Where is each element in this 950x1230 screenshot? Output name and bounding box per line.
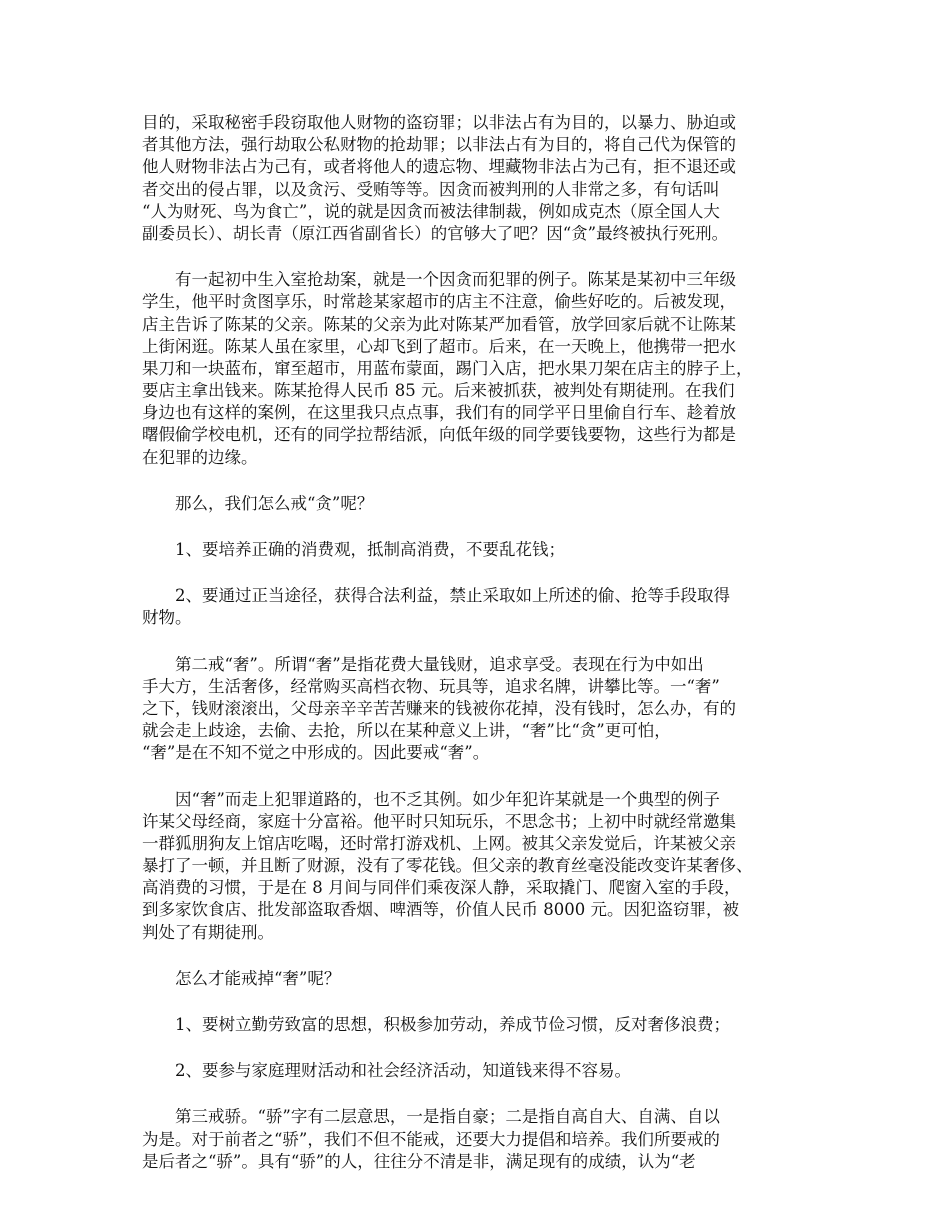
paragraph: [142, 968, 832, 990]
text-line: 暴打了一顿，并且断了财源，没有了零花钱。但父亲的教育丝毫没能改变许某奢侈、: [142, 856, 753, 876]
text-line: 就会走上歧途，去偷、去抢，所以在某种意义上讲，“奢”比“贪”更可怕，: [142, 721, 671, 741]
text-line: “人为财死、鸟为食亡”，说的就是因贪而被法律制裁，例如成克杰（原全国人大: [142, 201, 720, 221]
text-line: 学生，他平时贪图享乐，时常趁某家超市的店主不注意，偷些好吃的。后被发现，: [142, 292, 736, 312]
text-line: 财物。: [142, 608, 192, 628]
text-line: 有一起初中生入室抢劫案，就是一个因贪而犯罪的例子。陈某是某初中三年级: [175, 270, 736, 290]
text-line: 1、要树立勤劳致富的思想，积极参加劳动，养成节俭习惯，反对奢侈浪费；: [175, 1015, 730, 1034]
paragraph: [142, 1106, 832, 1173]
paragraph: [142, 1014, 832, 1036]
text-line: 店主告诉了陈某的父亲。陈某的父亲为此对陈某严加看管，放学回家后就不让陈某: [142, 314, 736, 334]
text-line: 者其他方法，强行劫取公私财物的抢劫罪；以非法占有为目的，将自己代为保管的: [142, 135, 736, 155]
text-line: 许某父母经商，家庭十分富裕。他平时只知玩乐，不思念书；上初中时就经常邀集: [142, 811, 736, 831]
text-line: “奢”是在不知不觉之中形成的。因此要戒“奢”。: [142, 743, 490, 763]
text-line: 高消费的习惯，于是在 8 月间与同伴们乘夜深人静，采取撬门、爬窗入室的手段，: [142, 878, 741, 898]
text-line: 曙假偷学校电机，还有的同学拉帮结派，向低年级的同学要钱要物，这些行为都是: [142, 425, 736, 445]
paragraph: [142, 539, 832, 561]
paragraph: [142, 654, 832, 765]
text-line: 因“奢”而走上犯罪道路的，也不乏其例。如少年犯许某就是一个典型的例子: [175, 789, 720, 809]
text-line: 上街闲逛。陈某人虽在家里，心却飞到了超市。后来，在一天晚上，他携带一把水: [142, 336, 736, 356]
text-line: 2、要通过正当途径，获得合法利益，禁止采取如上所述的偷、抢等手段取得: [175, 586, 730, 606]
paragraph: [142, 493, 832, 515]
text-line: 判处了有期徒刑。: [142, 922, 274, 942]
text-line: 要店主拿出钱来。陈某抢得人民币 85 元。后来被抓获，被判处有期徒刑。在我们: [142, 381, 735, 401]
text-line: 到多家饮食店、批发部盗取香烟、啤酒等，价值人民币 8000 元。因犯盗窃罪，被: [142, 900, 739, 920]
text-line: 为是。对于前者之“骄”，我们不但不能戒，还要大力提倡和培养。我们所要戒的: [142, 1129, 720, 1149]
text-line: 那么，我们怎么戒“贪”呢？: [175, 493, 374, 513]
paragraph: [142, 269, 832, 469]
document-body: [142, 112, 832, 1173]
text-line: 果刀和一块蓝布，窜至超市，用蓝布蒙面，踢门入店，把水果刀架在店主的脖子上，: [142, 358, 753, 378]
paragraph: [142, 112, 832, 245]
text-line: 2、要参与家庭理财活动和社会经济活动，知道钱来得不容易。: [175, 1061, 631, 1081]
text-line: 之下，钱财滚滚出，父母亲辛辛苦苦赚来的钱被你花掉，没有钱时，怎么办，有的: [142, 698, 736, 718]
text-line: 目的，采取秘密手段窃取他人财物的盗窃罪；以非法占有为目的，以暴力、胁迫或: [142, 113, 736, 132]
text-line: 第二戒“奢”。所谓“奢”是指花费大量钱财，追求享受。表现在行为中如出: [175, 654, 704, 674]
text-line: 他人财物非法占为己有，或者将他人的遗忘物、埋藏物非法占为己有，拒不退还或: [142, 157, 736, 177]
text-line: 副委员长）、胡长青（原江西省副省长）的官够大了吧？因“贪”最终被执行死刑。: [142, 223, 729, 243]
paragraph: [142, 585, 832, 629]
text-line: 身边也有这样的案例，在这里我只点点事，我们有的同学平日里偷自行车、趁着放: [142, 403, 736, 423]
text-line: 者交出的侵占罪，以及贪污、受贿等等。因贪而被判刑的人非常之多，有句话叫: [142, 179, 720, 199]
text-line: 是后者之“骄”。具有“骄”的人，往往分不清是非，满足现有的成绩，认为“老: [142, 1151, 696, 1171]
text-line: 1、要培养正确的消费观，抵制高消费，不要乱花钱；: [175, 540, 565, 559]
document-page: [142, 112, 832, 1197]
text-line: 第三戒骄。“骄”字有二层意思，一是指自豪；二是指自高自大、自满、自以: [175, 1107, 720, 1127]
text-line: 在犯罪的边缘。: [142, 447, 258, 467]
text-line: 怎么才能戒掉“奢”呢？: [175, 968, 341, 988]
paragraph: [142, 789, 832, 944]
text-line: 手大方，生活奢侈，经常购买高档衣物、玩具等，追求名牌，讲攀比等。一“奢”: [142, 676, 720, 696]
paragraph: [142, 1060, 832, 1082]
text-line: 一群狐朋狗友上馆店吃喝，还时常打游戏机、上网。被其父亲发觉后，许某被父亲: [142, 833, 736, 853]
